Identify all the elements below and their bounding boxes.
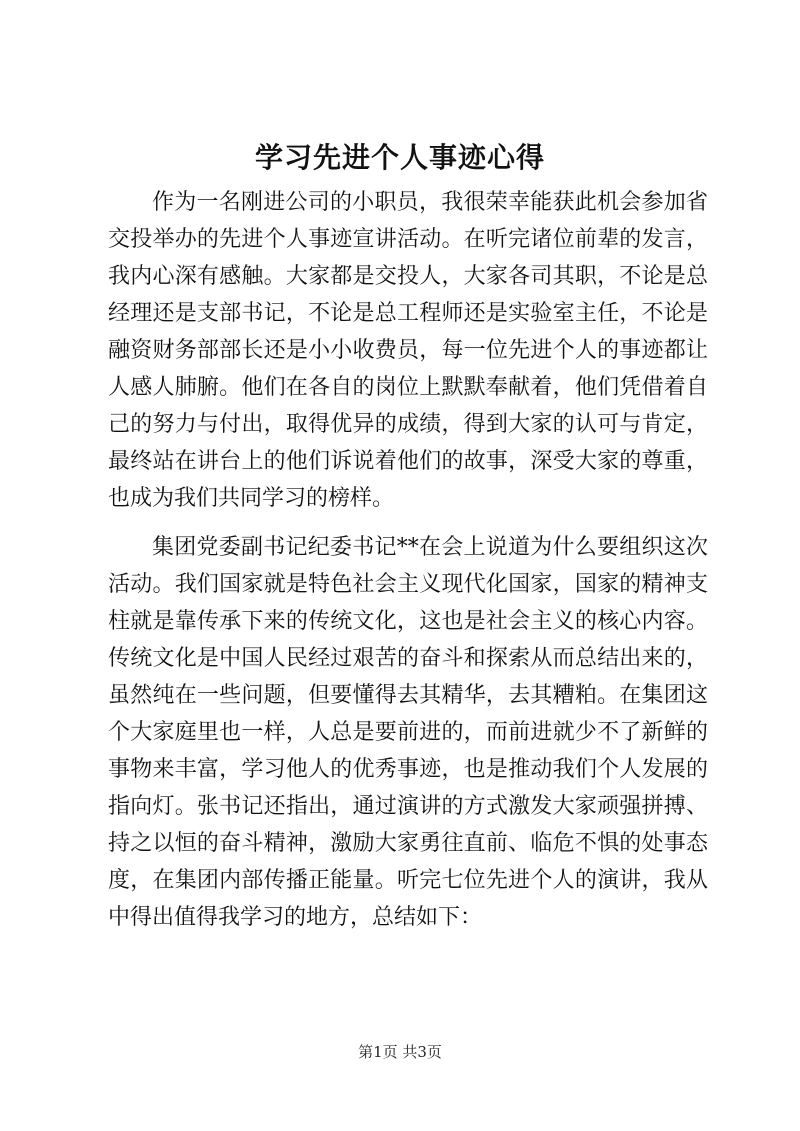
document-title: 学习先进个人事迹心得	[254, 141, 545, 174]
page-number-footer: 第1页 共3页	[358, 1043, 442, 1061]
paragraph-2: 集团党委副书记纪委书记**在会上说道为什么要组织这次活动。我们国家就是特色社会主义现代化国家，国家的精神支柱就是靠传承下来的传统文化，这也是社会主义的核心内容。传统文化是中国人民经过艰苦的奋斗和探索从而总结出来的，虽然纯在一些问题，但要懂得去其精华，去其糟粕。在集团这个大家庭里也一样，人总是要前进的，而前进就少不了新鲜的事物来丰富，学习他人的优秀事迹，也是推动我们个人发展的指向灯。张书记还指出，通过演讲的方式激发大家顽强拼搏、持之以恒的奋斗精神，激励大家勇往直前、临危不惧的处事态度，在集团内部传播正能量。听完七位先进个人的演讲，我从中得出值得我学习的地方，总结如下：	[108, 535, 708, 930]
paragraph-1: 作为一名刚进公司的小职员，我很荣幸能获此机会参加省交投举办的先进个人事迹宣讲活动。在听完诸位前辈的发言，我内心深有感触。大家都是交投人，大家各司其职，不论是总经理还是支部书记，不论是总工程师还是实验室主任，不论是融资财务部部长还是小小收费员，每一位先进个人的事迹都让人感人肺腑。他们在各自的岗位上默默奉献着，他们凭借着自己的努力与付出，取得优异的成绩，得到大家的认可与肯定，最终站在讲台上的他们诉说着他们的故事，深受大家的尊重，也成为我们共同学习的榜样。	[108, 190, 708, 511]
document-body	[108, 184, 708, 948]
